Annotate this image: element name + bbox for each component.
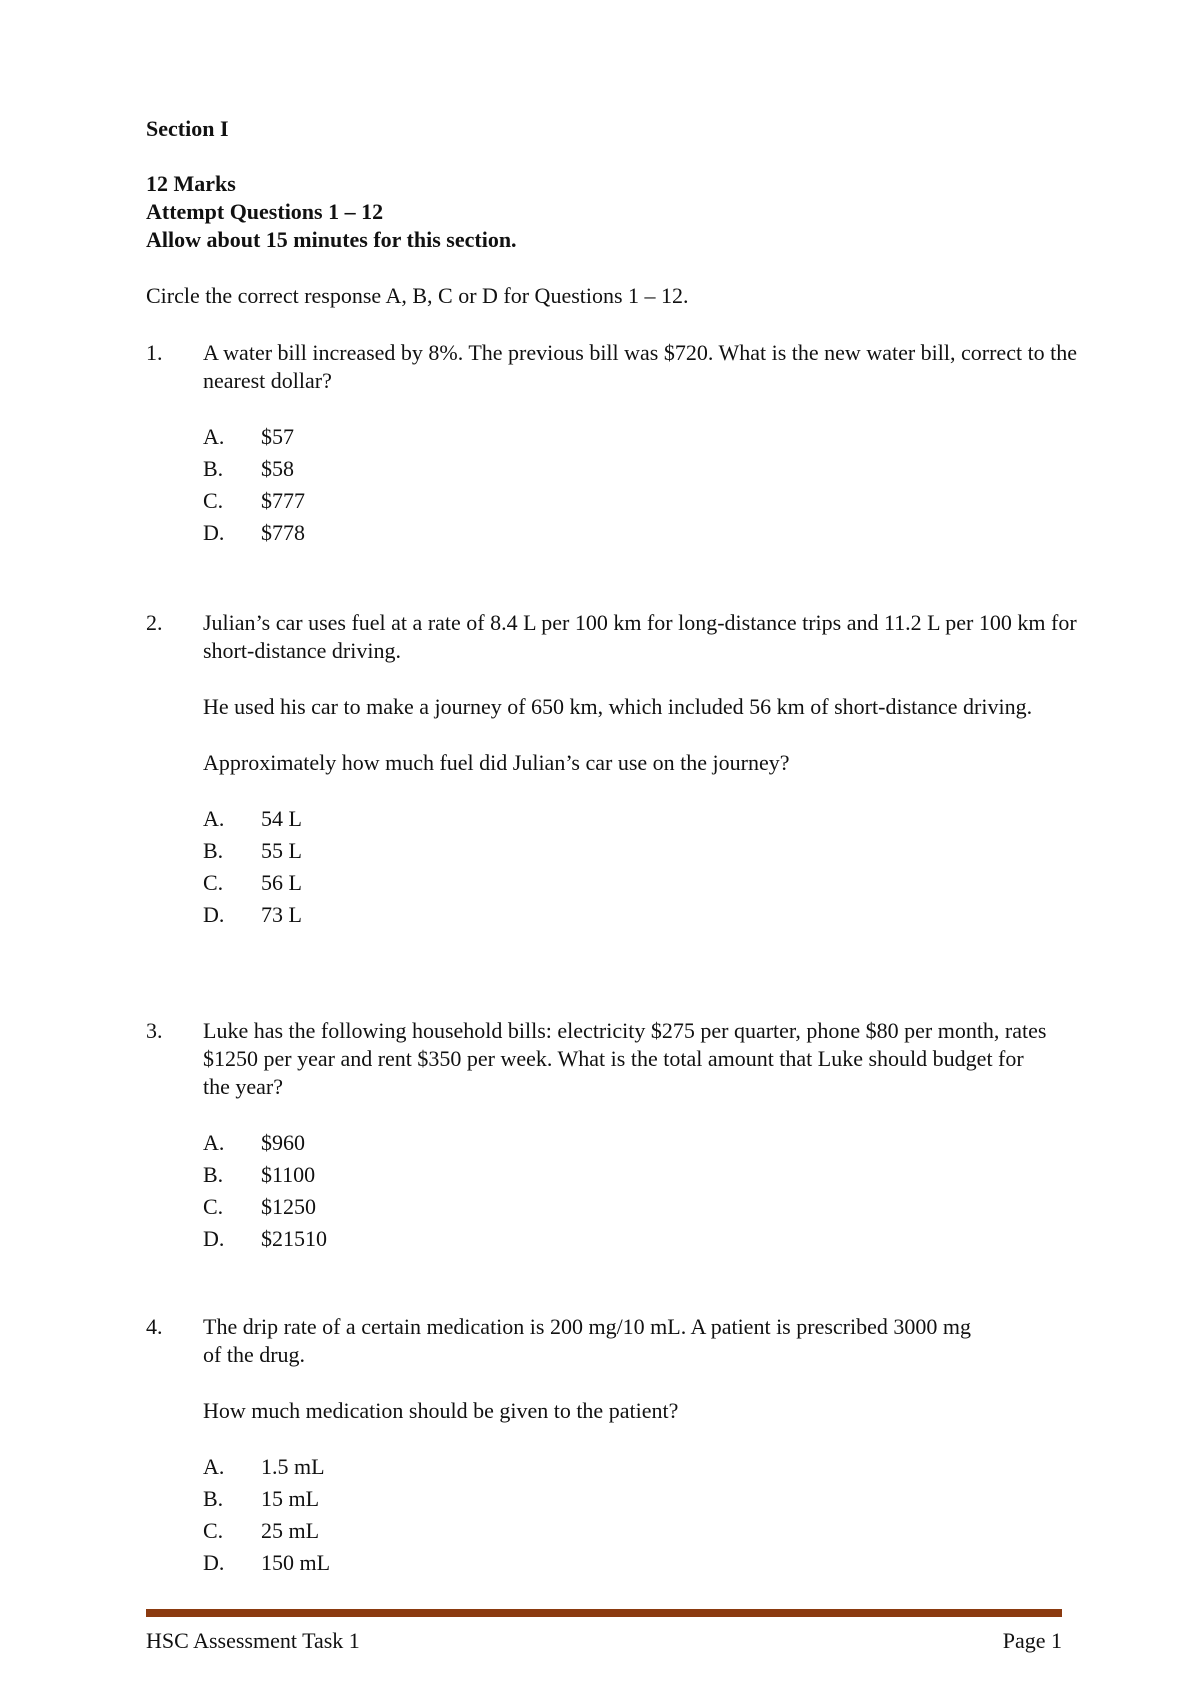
option-a[interactable] (203, 1127, 1086, 1159)
question-text: Julian’s car uses fuel at a rate of 8.4 L per 100 km for long-distance trips and 11.2 L per 100 km for short-distance driving. (203, 610, 1077, 663)
question-text: A water bill increased by 8%. The previous bill was $720. What is the new water bill, correct to the nearest dollar? (203, 340, 1078, 393)
question-number: 1. (146, 340, 163, 365)
option-letter: D. (203, 902, 225, 927)
option-text: 55 L (261, 838, 302, 863)
option-text: $960 (261, 1130, 305, 1155)
option-letter: D. (203, 520, 225, 545)
option-letter: C. (203, 488, 224, 513)
option-d[interactable] (203, 517, 1086, 549)
option-letter: A. (203, 806, 225, 831)
question-prompt: How much medication should be given to the patient? (203, 1398, 679, 1423)
question-prompt: Approximately how much fuel did Julian’s car use on the journey? (203, 750, 790, 775)
option-letter: B. (203, 838, 224, 863)
option-d[interactable] (203, 899, 1086, 931)
option-c[interactable] (203, 1191, 1086, 1223)
page-number: Page 1 (1002, 1628, 1062, 1653)
option-text: 56 L (261, 870, 302, 895)
question-number: 2. (146, 610, 163, 635)
question-number: 3. (146, 1018, 163, 1043)
option-letter: A. (203, 424, 225, 449)
section-header (146, 115, 1086, 310)
option-a[interactable] (203, 1451, 1086, 1483)
option-d[interactable] (203, 1223, 1086, 1255)
option-b[interactable] (203, 453, 1086, 485)
option-c[interactable] (203, 867, 1086, 899)
answer-options (203, 803, 1086, 931)
marks-block (146, 170, 1086, 254)
option-text: $777 (261, 488, 305, 513)
option-letter: C. (203, 1518, 224, 1543)
question-1 (146, 339, 1086, 549)
option-letter: D. (203, 1550, 225, 1575)
marks-label: 12 Marks (146, 171, 236, 196)
time-allowance-label: Allow about 15 minutes for this section. (146, 227, 517, 252)
option-letter: A. (203, 1454, 225, 1479)
option-text: $1250 (261, 1194, 316, 1219)
option-c[interactable] (203, 485, 1086, 517)
question-4 (146, 1313, 1086, 1579)
option-b[interactable] (203, 1483, 1086, 1515)
option-b[interactable] (203, 1159, 1086, 1191)
question-text: The drip rate of a certain medication is 200 mg/10 mL. A patient is prescribed 3000 mg of the drug. (203, 1314, 971, 1367)
option-letter: C. (203, 1194, 224, 1219)
answer-options (203, 1127, 1086, 1255)
option-text: $21510 (261, 1226, 327, 1251)
question-2 (146, 609, 1086, 931)
option-d[interactable] (203, 1547, 1086, 1579)
option-text: 73 L (261, 902, 302, 927)
question-text: He used his car to make a journey of 650 km, which included 56 km of short-distance driving. (203, 694, 1033, 719)
answer-options (203, 1451, 1086, 1579)
option-c[interactable] (203, 1515, 1086, 1547)
option-letter: C. (203, 870, 224, 895)
option-letter: B. (203, 1486, 224, 1511)
option-text: 1.5 mL (261, 1454, 325, 1479)
footer-task-title: HSC Assessment Task 1 (146, 1628, 360, 1653)
option-b[interactable] (203, 835, 1086, 867)
option-letter: A. (203, 1130, 225, 1155)
question-number: 4. (146, 1314, 163, 1339)
option-text: 54 L (261, 806, 302, 831)
option-letter: D. (203, 1226, 225, 1251)
option-text: 25 mL (261, 1518, 320, 1543)
option-a[interactable] (203, 421, 1086, 453)
option-text: $778 (261, 520, 305, 545)
footer-divider (146, 1609, 1062, 1617)
option-letter: B. (203, 456, 224, 481)
option-text: $57 (261, 424, 294, 449)
question-3 (146, 1017, 1086, 1255)
option-text: $58 (261, 456, 294, 481)
option-text: 150 mL (261, 1550, 331, 1575)
option-text: $1100 (261, 1162, 316, 1187)
option-letter: B. (203, 1162, 224, 1187)
attempt-label: Attempt Questions 1 – 12 (146, 199, 384, 224)
instruction-text: Circle the correct response A, B, C or D for Questions 1 – 12. (146, 283, 689, 308)
question-text: Luke has the following household bills: electricity $275 per quarter, phone $80 per month, rates $1250 per year and rent $350 per week. What is the total amount that Luke should budget for the year? (203, 1018, 1047, 1099)
section-title: Section I (146, 116, 229, 141)
answer-options (203, 421, 1086, 549)
option-text: 15 mL (261, 1486, 320, 1511)
option-a[interactable] (203, 803, 1086, 835)
